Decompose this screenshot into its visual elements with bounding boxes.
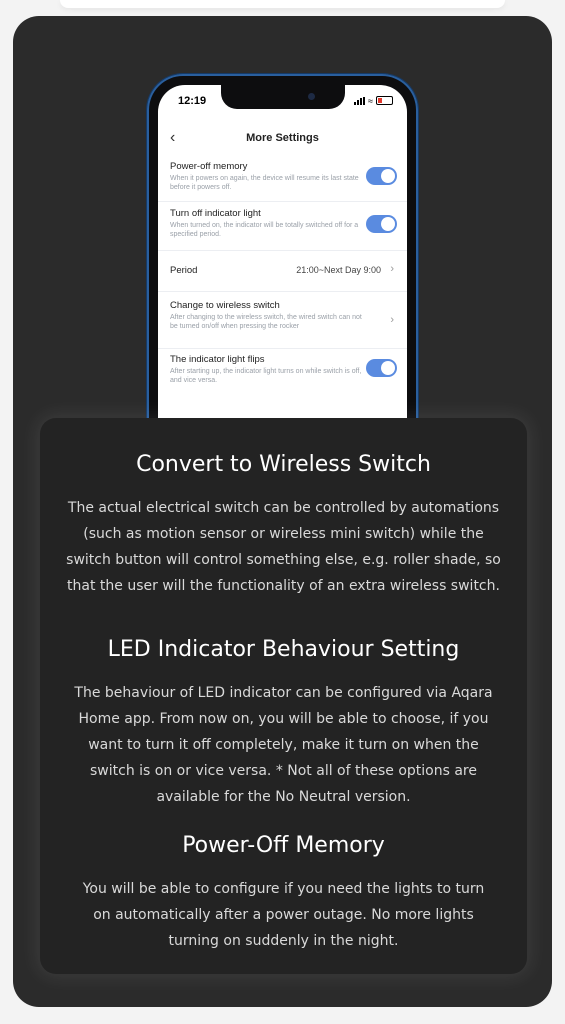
back-chevron-icon[interactable]: ‹ xyxy=(170,129,176,146)
setting-change-wireless[interactable] xyxy=(158,292,407,349)
info-panel xyxy=(40,418,527,974)
setting-title: Turn off indicator light xyxy=(170,208,261,219)
chevron-right-icon: › xyxy=(390,314,394,326)
setting-desc: When it powers on again, the device will resume its last state before it powers off. xyxy=(170,175,359,191)
phone-mockup xyxy=(147,74,418,474)
setting-title: Period xyxy=(170,265,198,276)
section-title-power-off: Power-Off Memory xyxy=(182,833,385,858)
signal-icon xyxy=(354,97,365,105)
status-time: 12:19 xyxy=(178,95,207,107)
status-icons xyxy=(354,96,393,105)
setting-desc: After changing to the wireless switch, the wired switch can not be turned on/off when pressing the rocker xyxy=(170,314,362,330)
setting-title: Change to wireless switch xyxy=(170,300,280,311)
indicator-light-toggle[interactable] xyxy=(366,215,397,233)
phone-screen xyxy=(158,85,407,474)
battery-icon xyxy=(376,96,393,105)
setting-period[interactable] xyxy=(158,251,407,292)
feature-card xyxy=(13,16,552,1007)
section-title-led: LED Indicator Behaviour Setting xyxy=(107,637,460,662)
camera-icon xyxy=(308,93,315,100)
section-body-wireless: The actual electrical switch can be controlled by automations (such as motion sensor or wireless mini switch) while the switch button will control something else, e.g. roller shade, so that the user will the functionality of an extra wireless switch. xyxy=(66,500,501,594)
screen-title: More Settings xyxy=(246,132,319,144)
nav-bar xyxy=(158,127,407,153)
phone-notch xyxy=(221,85,345,109)
chevron-right-icon: › xyxy=(390,263,394,275)
settings-list xyxy=(158,157,407,392)
top-strip xyxy=(60,0,505,8)
setting-desc: After starting up, the indicator light turns on while switch is off, and vice versa. xyxy=(170,368,362,384)
section-body-power-off: You will be able to configure if you need the lights to turn on automatically after a power outage. No more lights turning on suddenly in the night. xyxy=(82,881,485,949)
setting-title: Power-off memory xyxy=(170,161,248,172)
setting-title: The indicator light flips xyxy=(170,354,265,365)
section-body-led: The behaviour of LED indicator can be configured via Aqara Home app. From now on, you will be able to choose, if you want to turn it off completely, make it turn on when the switch is on or vice versa. * Not all of these options are available for the No Neutral version. xyxy=(74,685,493,805)
setting-turn-off-indicator[interactable] xyxy=(158,202,407,251)
wifi-icon: ≈ xyxy=(368,95,373,106)
period-value: 21:00~Next Day 9:00 xyxy=(296,265,381,275)
power-off-memory-toggle[interactable] xyxy=(366,167,397,185)
setting-indicator-flips[interactable] xyxy=(158,349,407,392)
setting-desc: When turned on, the indicator will be totally switched off for a specified period. xyxy=(170,222,359,238)
setting-power-off-memory[interactable] xyxy=(158,157,407,202)
indicator-flips-toggle[interactable] xyxy=(366,359,397,377)
section-title-wireless: Convert to Wireless Switch xyxy=(136,452,431,477)
